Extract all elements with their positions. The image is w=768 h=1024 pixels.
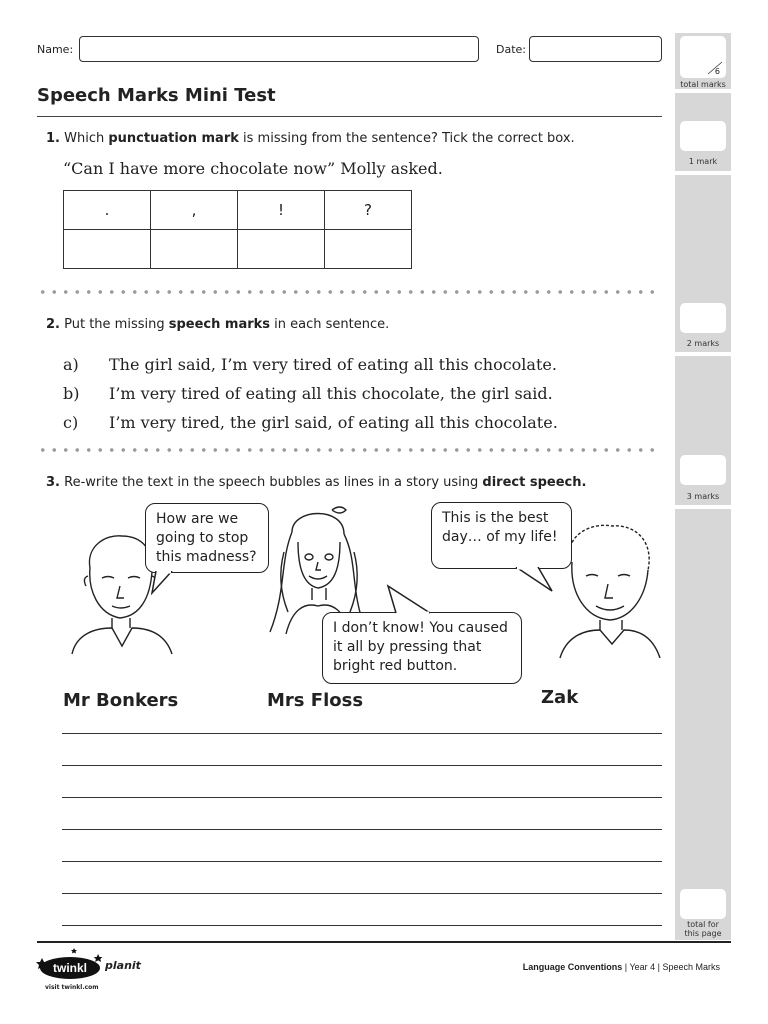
dotted-divider	[37, 290, 662, 294]
tick-box-full-stop[interactable]	[64, 230, 151, 269]
option-full-stop: .	[64, 191, 151, 230]
name-field[interactable]	[79, 36, 479, 62]
margin-separator	[675, 352, 731, 356]
speech-bubble-tail	[150, 571, 180, 595]
speech-bubble-mr-bonkers: How are we going to stop this madness?	[145, 503, 269, 573]
q2-item-text: I’m very tired of eating all this chocolate, the girl said.	[109, 384, 553, 403]
title-divider	[37, 116, 662, 117]
q2-item-text: The girl said, I’m very tired of eating all this chocolate.	[109, 355, 557, 374]
footer-details: | Year 4 | Speech Marks	[622, 962, 720, 972]
q1-text-before: Which	[64, 131, 105, 146]
speech-bubble-tail	[386, 584, 436, 614]
q1-bold: punctuation mark	[108, 131, 239, 146]
q2-item	[63, 413, 558, 432]
q1-sentence: “Can I have more chocolate now” Molly asked.	[63, 159, 443, 178]
q1-prompt	[46, 131, 575, 146]
total-marks-label: total marks	[680, 80, 726, 89]
date-field[interactable]	[529, 36, 662, 62]
writing-line[interactable]	[62, 797, 662, 798]
writing-line[interactable]	[62, 733, 662, 734]
q1-mark-box[interactable]	[680, 121, 726, 151]
q2-text-before: Put the missing	[64, 317, 165, 332]
date-label: Date:	[496, 43, 526, 56]
page-total-label: this page	[684, 929, 722, 938]
q1-mark-label: 1 mark	[688, 157, 718, 166]
speech-bubble-mrs-floss: I don’t know! You caused it all by pressing that bright red button.	[322, 612, 522, 684]
character-name: Mr Bonkers	[63, 690, 179, 711]
writing-line[interactable]	[62, 893, 662, 894]
tick-box-question[interactable]	[325, 230, 412, 269]
tick-box-comma[interactable]	[151, 230, 238, 269]
q2-item	[63, 384, 553, 403]
q2-bold: speech marks	[168, 317, 271, 332]
footer-subject: Language Conventions	[522, 962, 623, 972]
writing-line[interactable]	[62, 861, 662, 862]
q2-mark-label: 2 marks	[686, 339, 720, 348]
q2-text-after: in each sentence.	[274, 317, 390, 332]
page-title: Speech Marks Mini Test	[37, 85, 276, 106]
character-name: Mrs Floss	[267, 690, 364, 711]
dotted-divider	[37, 448, 662, 452]
total-marks-value: 6	[714, 67, 720, 76]
twinkl-url[interactable]: visit twinkl.com	[45, 984, 99, 991]
q2-item-letter: c)	[63, 413, 79, 432]
speech-bubble-tail	[512, 567, 556, 595]
brand-sub: planit	[105, 959, 141, 972]
option-exclamation: !	[238, 191, 325, 230]
q3-prompt	[46, 475, 586, 490]
q2-number: 2.	[46, 317, 60, 332]
q3-mark-label: 3 marks	[686, 492, 720, 501]
q2-item-letter: a)	[63, 355, 79, 374]
option-question: ?	[325, 191, 412, 230]
q3-text-before: Re-write the text in the speech bubbles as lines in a story using	[64, 475, 479, 490]
twinkl-logo	[36, 944, 106, 988]
q1-number: 1.	[46, 131, 60, 146]
q1-text-after: is missing from the sentence? Tick the correct box.	[243, 131, 575, 146]
brand-name: twinkl	[52, 961, 88, 975]
q3-number: 3.	[46, 475, 60, 490]
q3-bold: direct speech.	[482, 475, 587, 490]
footer-divider	[37, 941, 731, 943]
option-comma: ,	[151, 191, 238, 230]
speech-bubble-zak: This is the best day… of my life!	[431, 502, 572, 569]
writing-line[interactable]	[62, 765, 662, 766]
marks-margin-column	[675, 33, 731, 940]
q2-mark-box[interactable]	[680, 303, 726, 333]
q2-prompt	[46, 317, 389, 332]
q2-item	[63, 355, 557, 374]
writing-line[interactable]	[62, 925, 662, 926]
tick-box-exclamation[interactable]	[238, 230, 325, 269]
q2-item-letter: b)	[63, 384, 80, 403]
name-label: Name:	[37, 43, 74, 56]
q2-item-text: I’m very tired, the girl said, of eating all this chocolate.	[109, 413, 558, 432]
margin-separator	[675, 171, 731, 175]
q3-mark-box[interactable]	[680, 455, 726, 485]
page-total-label: total for	[687, 920, 719, 929]
character-name: Zak	[541, 687, 579, 708]
footer-caption	[523, 962, 720, 972]
page-total-box[interactable]	[680, 889, 726, 919]
margin-separator	[675, 89, 731, 93]
writing-line[interactable]	[62, 829, 662, 830]
punctuation-answer-table	[63, 190, 412, 269]
total-marks-box[interactable]	[680, 36, 726, 78]
margin-separator	[675, 505, 731, 509]
